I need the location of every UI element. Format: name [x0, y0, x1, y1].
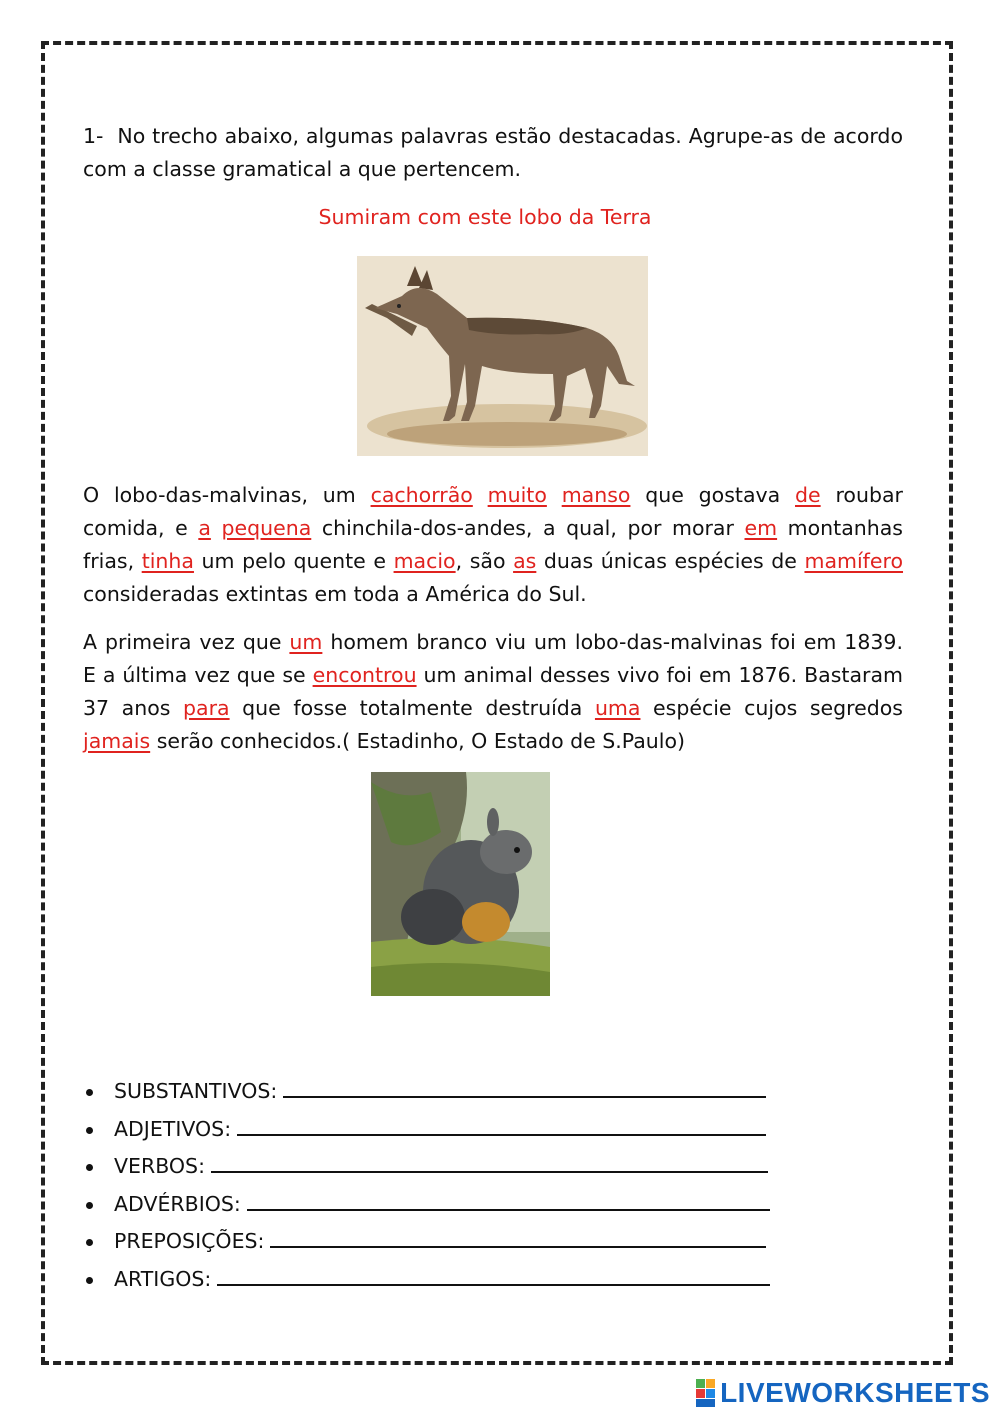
liveworksheets-brand [696, 1376, 990, 1410]
highlighted-word: as [513, 549, 537, 573]
category-item [83, 1223, 770, 1261]
category-label: ADJETIVOS: [114, 1116, 232, 1141]
text-segment: consideradas extintas em toda a América do Sul. [83, 582, 587, 606]
highlighted-word: um [289, 630, 323, 654]
paragraph-2 [83, 626, 903, 758]
category-label: ADVÉRBIOS: [114, 1191, 241, 1216]
bullet-icon [86, 1127, 93, 1134]
bullet-icon [86, 1239, 93, 1246]
category-item [83, 1148, 770, 1186]
answer-blank[interactable] [247, 1189, 770, 1211]
text-segment: roubar comida, e [83, 483, 903, 540]
category-list [83, 1073, 770, 1298]
highlighted-word: pequena [221, 516, 312, 540]
text-segment [547, 483, 562, 507]
category-item [83, 1073, 770, 1111]
answer-blank[interactable] [211, 1151, 768, 1173]
highlighted-word: encontrou [312, 663, 417, 687]
category-item [83, 1261, 770, 1299]
text-segment [473, 483, 488, 507]
category-item [83, 1111, 770, 1149]
paragraph-1 [83, 479, 903, 611]
liveworksheets-logo-icon [696, 1379, 716, 1407]
chinchilla-photo [371, 772, 550, 996]
text-segment: que fosse totalmente destruída [229, 696, 595, 720]
text-segment: que gostava [630, 483, 796, 507]
highlighted-word: tinha [141, 549, 194, 573]
text-segment: serão conhecidos.( Estadinho, O Estado de S.Paulo) [150, 729, 686, 753]
text-segment [211, 516, 222, 540]
highlighted-word: uma [594, 696, 641, 720]
highlighted-word: cachorrão [370, 483, 473, 507]
highlighted-word: muito [487, 483, 547, 507]
answer-blank[interactable] [283, 1076, 766, 1098]
text-segment: montanhas frias, [83, 516, 903, 573]
text-segment: espécie cujos segredos [640, 696, 903, 720]
category-label: VERBOS: [114, 1154, 205, 1178]
text-segment: A primeira vez que [83, 630, 290, 654]
brand-wordmark: LIVEWORKSHEETS [720, 1377, 990, 1408]
text-segment: um pelo quente e [193, 549, 394, 573]
text-title: Sumiram com este lobo da Terra [318, 205, 652, 229]
highlighted-word: mamífero [804, 549, 904, 573]
text-segment: um animal desses vivo foi em 1876. Bastaram 37 anos [83, 663, 903, 720]
category-item [83, 1186, 770, 1224]
answer-blank[interactable] [217, 1264, 770, 1286]
wolf-illustration [357, 256, 648, 456]
highlighted-word: jamais [83, 729, 151, 753]
bullet-icon [86, 1277, 93, 1284]
text-segment: homem branco viu um lobo-das-malvinas foi em 1839. E a última vez que se [83, 630, 903, 687]
bullet-icon [86, 1202, 93, 1209]
answer-blank[interactable] [237, 1114, 766, 1136]
text-segment: O lobo-das-malvinas, um [83, 483, 371, 507]
category-label: ARTIGOS: [114, 1266, 212, 1291]
highlighted-word: para [183, 696, 230, 720]
highlighted-word: de [795, 483, 821, 507]
question-1 [83, 120, 903, 186]
question-text: No trecho abaixo, algumas palavras estão destacadas. Agrupe-as de acordo com a classe gramatical a que pertencem. [83, 124, 903, 181]
bullet-icon [86, 1089, 93, 1096]
highlighted-word: em [744, 516, 778, 540]
bullet-icon [86, 1164, 93, 1171]
highlighted-word: macio [393, 549, 456, 573]
highlighted-word: manso [561, 483, 631, 507]
category-label: PREPOSIÇÕES: [114, 1229, 265, 1253]
text-segment: chinchila-dos-andes, a qual, por morar [311, 516, 745, 540]
text-segment: , são [455, 549, 514, 573]
question-number: 1- [83, 124, 104, 148]
answer-blank[interactable] [270, 1226, 766, 1248]
highlighted-word: a [198, 516, 211, 540]
category-label: SUBSTANTIVOS: [114, 1079, 278, 1103]
text-segment: duas únicas espécies de [536, 549, 805, 573]
